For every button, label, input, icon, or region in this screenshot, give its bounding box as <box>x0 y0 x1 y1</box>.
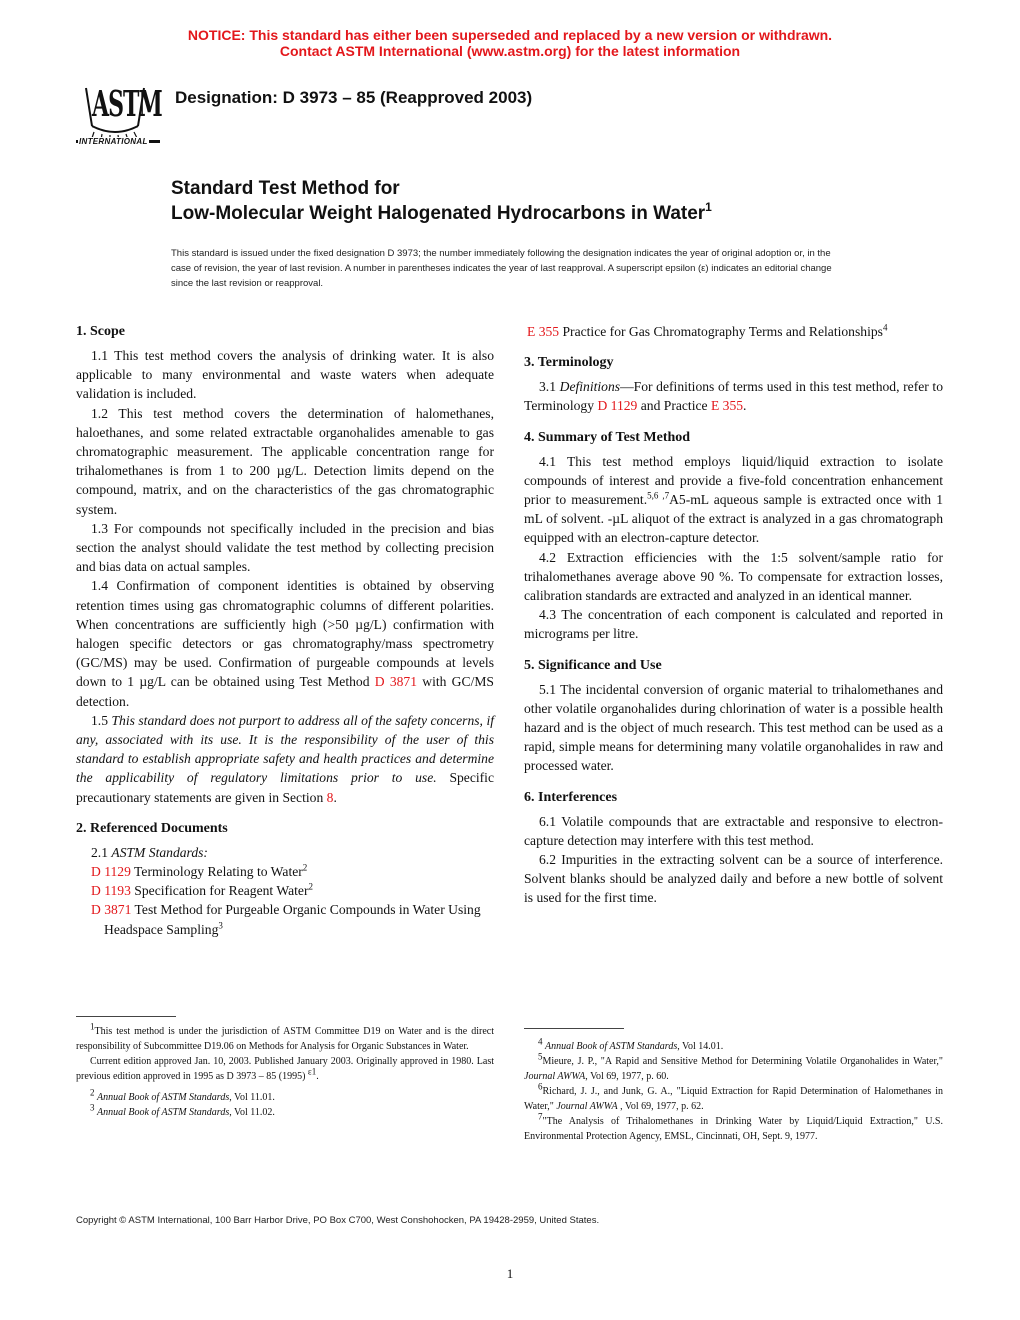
footnote-4: $^4$ Annual Book of ASTM Standards, Vol 14.01. <box>538 1036 724 1052</box>
right-column <box>524 322 943 908</box>
link-d1193[interactable]: D 1193 <box>91 883 131 899</box>
paragraph-4-2: 4.2 Extraction efficiencies with the 1:5 solvent/sample ratio for trihalomethanes average above 90 %. To compensate for extraction losses, calibration standards are extracted and analyzed in an identical manner. <box>524 549 943 604</box>
title-line-1: Standard Test Method for <box>171 178 400 199</box>
paragraph-6-1: 6.1 Volatile compounds that are extractable and responsive to electron-capture detection may interfere with this test method. <box>524 813 943 848</box>
ref-item: D 1193 Specification for Reagent Water$^2$ <box>91 881 313 899</box>
document-title <box>171 176 712 226</box>
link-e355-ref[interactable]: E 355 <box>527 324 560 339</box>
paragraph-2-1: 2.1 ASTM Standards: <box>91 844 208 860</box>
ref-item: D 1129 Terminology Relating to Water$^2$ <box>91 862 308 880</box>
ref-item: E 355 Practice for Gas Chromatography Terms and Relationships$^4$ <box>527 322 888 339</box>
section-significance-heading: 5. Significance and Use <box>524 657 662 673</box>
astm-logo <box>74 74 162 150</box>
designation: Designation: D 3973 – 85 (Reapproved 2003) <box>175 88 533 107</box>
section-referenced-heading: 2. Referenced Documents <box>76 820 228 836</box>
link-d3871-ref[interactable]: D 3871 <box>91 902 132 918</box>
paragraph-1-2: 1.2 This test method covers the determination of halomethanes, haloethanes, and some related extractable organohalides amenable to gas chromatographic measurement. The applicable concentration range for trihalomethanes is from 1 to 200 µg/L. Detection limits depend on the compound, matrix, and on the characteristics of the gas chromatographic system. <box>76 405 494 517</box>
paragraph-1-5: 1.5 This standard does not purport to address all of the safety concerns, if any, associated with its use. It is the responsibility of the user of this standard to establish appropriate safety and health practices and determine the applicability of regulatory limitations prior to use. Specific precautionary statements are given in Section 8. <box>76 712 494 805</box>
footnote-6: $^6$Richard, J. J., and Junk, G. A., "Liquid Extraction for Rapid Determination of Halomethanes in Water," Journal AWWA , Vol 69, 1977, p. 62. <box>524 1081 943 1112</box>
paragraph-5-1: 5.1 The incidental conversion of organic material to trihalomethanes and other volatile organohalides during chlorination of water is a possible health hazard and is the object of much research. This test method can be used as a rapid, simple means for determining many volatile organohalides in raw and processed water. <box>524 681 943 774</box>
paragraph-1-1: 1.1 This test method covers the analysis of drinking water. It is also applicable to many environmental and waste waters when adequate validation is included. <box>76 348 494 402</box>
logo-subtext: INTERNATIONAL <box>79 137 148 146</box>
section-summary-heading: 4. Summary of Test Method <box>524 429 691 445</box>
footnote-7: $^7$"The Analysis of Trihalomethanes in Drinking Water by Liquid/Liquid Extraction," U.S. Environmental Protection Agency, EMSL, Cincinnati, OH, Sept. 9, 1977. <box>524 1111 943 1142</box>
title-footnote-ref[interactable]: 1 <box>705 200 712 214</box>
footnote-1b: Current edition approved Jan. 10, 2003. Published January 2003. Originally approved in 1980. Last previous edition approved in 1995 as D 3973 – 85 (1995) $^{\varepsilon 1}$. <box>76 1056 494 1082</box>
section-interferences-heading: 6. Interferences <box>524 789 618 805</box>
paragraph-6-2: 6.2 Impurities in the extracting solvent can be a source of interference. Solvent blanks should be analyzed daily and before a new bottle of solvent is used for the first time. <box>524 852 943 906</box>
logo-text: ASTM <box>92 84 162 126</box>
paragraph-3-1: 3.1 Definitions—For definitions of terms used in this test method, refer to Terminology D 1129 and Practice E 355. <box>524 379 943 414</box>
footnote-5: $^5$Mieure, J. P., "A Rapid and Sensitive Method for Determining Volatile Organohalides in Water," Journal AWWA, Vol 69, 1977, p. 60. <box>524 1051 943 1082</box>
footnotes-left <box>76 1021 494 1120</box>
link-d1129[interactable]: D 1129 <box>91 864 131 880</box>
page-number: 1 <box>506 1266 514 1281</box>
link-d1129-term[interactable]: D 1129 <box>597 398 638 414</box>
footnote-divider-left <box>76 1016 176 1017</box>
notice-line-1: NOTICE: This standard has either been superseded and replaced by a new version or withdrawn. <box>187 27 833 43</box>
ref-item: D 3871 Test Method for Purgeable Organic Compounds in Water Using Headspace Sampling$^3$ <box>91 902 481 937</box>
footnotes-right <box>524 1036 943 1144</box>
withdrawal-notice <box>0 27 1020 59</box>
left-column <box>76 322 494 939</box>
section-terminology-heading: 3. Terminology <box>524 355 614 371</box>
footnote-divider-right <box>524 1028 624 1029</box>
issued-note: This standard is issued under the fixed designation D 3973; the number immediately following the designation indicates the year of original adoption or, in the case of revision, the year of last revision. A number in parentheses indicates the year of last reapproval. A superscript epsilon (ε) indicates an editorial change since the last revision or reapproval. <box>171 248 832 289</box>
paragraph-1-3: 1.3 For compounds not specifically included in the precision and bias section the analyst should validate the test method by collecting precision and bias data on actual samples. <box>76 520 494 575</box>
paragraph-4-3: 4.3 The concentration of each component is calculated and reported in micrograms per litre. <box>524 607 943 642</box>
paragraph-1-4: 1.4 Confirmation of component identities is obtained by observing retention times using gas chromatographic columns of different polarities. When concentrations are sufficiently high (>50 µg/L) confirmation with halogen specific detectors or gas chromatography/mass spectrometry (GC/MS) may be used. Confirmation of purgeable compounds at levels down to 1 µg/L can be obtained using Test Method D 3871 with GC/MS detection. <box>76 578 494 709</box>
link-section-8[interactable]: 8 <box>326 789 334 805</box>
link-e355-term[interactable]: E 355 <box>710 398 744 414</box>
link-d3871[interactable]: D 3871 <box>374 674 418 690</box>
section-scope-heading: 1. Scope <box>76 324 125 339</box>
notice-line-2: Contact ASTM International (www.astm.org) for the latest information <box>279 43 741 59</box>
footnote-3: $^3$ Annual Book of ASTM Standards, Vol 11.02. <box>90 1102 275 1118</box>
footnote-1: $^1$This test method is under the jurisdiction of ASTM Committee D19 on Water and is the direct responsibility of Subcommittee D19.06 on Methods for Analysis for Organic Substances in Water. <box>76 1021 494 1052</box>
title-line-2: Low-Molecular Weight Halogenated Hydrocarbons in Water$^1$ <box>171 200 712 224</box>
paragraph-4-1: 4.1 This test method employs liquid/liquid extraction to isolate compounds of interest and provide a five-fold concentration enhancement prior to measurement.$^{5,6 ,7}$A5-mL aqueous sample is extracted once with 1 mL of solvent. -µL aliquot of the extract is analyzed in a gas chromatograph equipped with an electron-capture detector. <box>524 453 943 546</box>
copyright-line: Copyright © ASTM International, 100 Barr Harbor Drive, PO Box C700, West Conshohocken, PA 19428-2959, United States. <box>76 1215 600 1226</box>
footnote-2: $^2$ Annual Book of ASTM Standards, Vol 11.01. <box>90 1087 275 1103</box>
